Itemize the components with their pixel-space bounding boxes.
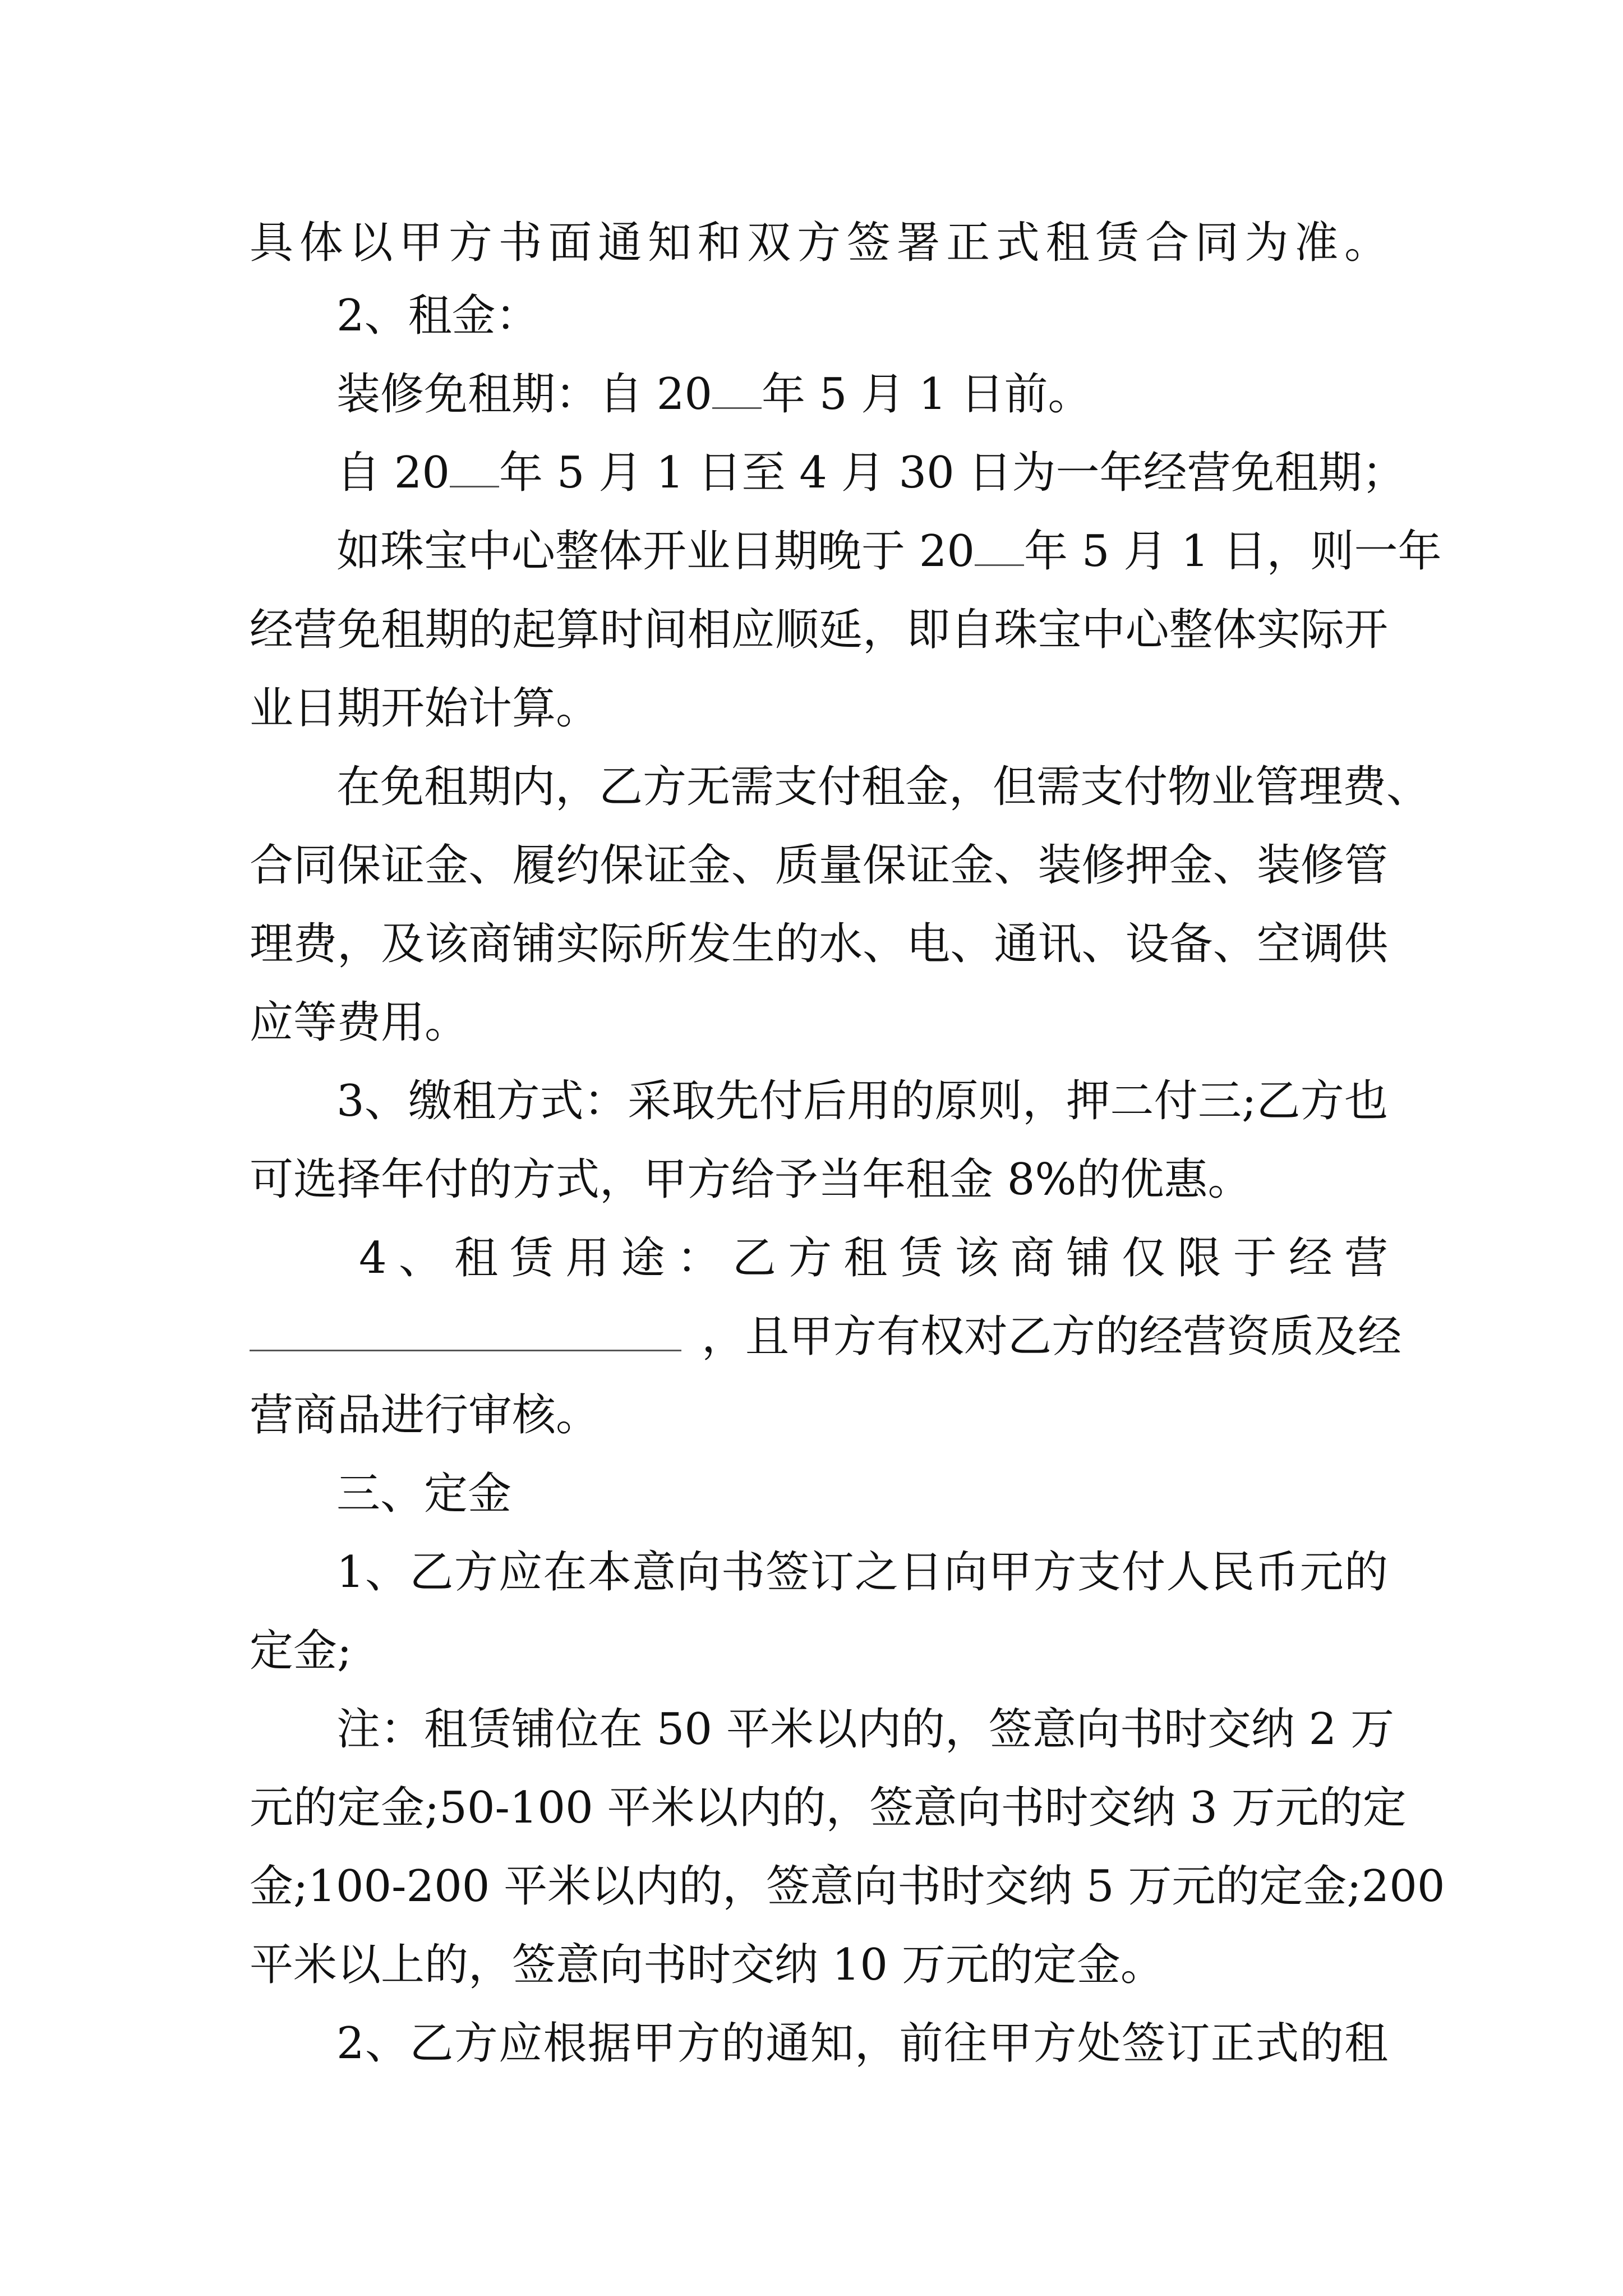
business-free-period [336,434,1475,512]
blank-underline [975,525,1024,566]
deposit-clause-1: 1、乙方应在本意向书签订之日向甲方支付人民币元的 [336,1547,1388,1598]
text-line: 理费，及该商铺实际所发生的水、电、通讯、设备、空调供 [250,919,1388,969]
text-segment: 年 5 月 1 日，则一年 [1024,526,1442,577]
text-line: 应等费用。 [250,997,469,1048]
lease-usage: 4、租赁用途：乙方租赁该商铺仅限于经营 [359,1233,1388,1283]
blank-underline [712,368,762,409]
text-line: 元的定金;50-100 平米以内的，签意向书时交纳 3 万元的定 [250,1783,1407,1833]
text-line: 营商品进行审核。 [250,1390,600,1441]
text-segment: 装修免租期：自 20 [336,369,713,420]
deposit-note: 注：租赁铺位在 50 平米以内的，签意向书时交纳 2 万 [336,1704,1395,1755]
text-line: 可选择年付的方式，甲方给予当年租金 8%的优惠。 [250,1154,1252,1205]
deposit-heading: 三、定金 [336,1469,512,1519]
text-line: 经营免租期的起算时间相应顺延，即自珠宝中心整体实际开 [250,605,1388,655]
text-line: 金;100-200 平米以内的，签意向书时交纳 5 万元的定金;200 [250,1861,1445,1912]
blank-underline [250,1316,681,1351]
text-line: 平米以上的，签意向书时交纳 10 万元的定金。 [250,1940,1164,1990]
text-line: 合同保证金、履约保证金、质量保证金、装修押金、装修管 [250,840,1388,891]
text-segment: 年 5 月 1 日至 4 月 30 日为一年经营免租期； [499,448,1406,498]
decoration-free-period [336,355,1475,434]
lease-usage-line [250,1297,1402,1376]
text-segment: 年 5 月 1 日前。 [762,369,1092,420]
rent-heading: 2、租金： [336,291,540,341]
opening-date-line [336,512,1475,591]
text-segment: 自 20 [336,448,450,498]
payment-method: 3、缴租方式：采取先付后用的原则，押二付三;乙方也 [336,1076,1388,1126]
text-segment: 如珠宝中心整体开业日期晚于 20 [336,526,975,577]
blank-underline [450,447,499,487]
text-line: 定金; [250,1626,352,1676]
text-line: 业日期开始计算。 [250,683,600,734]
text-segment: ，且甲方有权对乙方的经营资质及经 [702,1312,1402,1362]
text-line: 在免租期内，乙方无需支付租金，但需支付物业管理费、 [336,762,1431,812]
text-line: 具体以甲方书面通知和双方签署正式租赁合同为准。 [250,218,1388,268]
deposit-clause-2: 2、乙方应根据甲方的通知，前往甲方处签订正式的租 [336,2018,1388,2069]
